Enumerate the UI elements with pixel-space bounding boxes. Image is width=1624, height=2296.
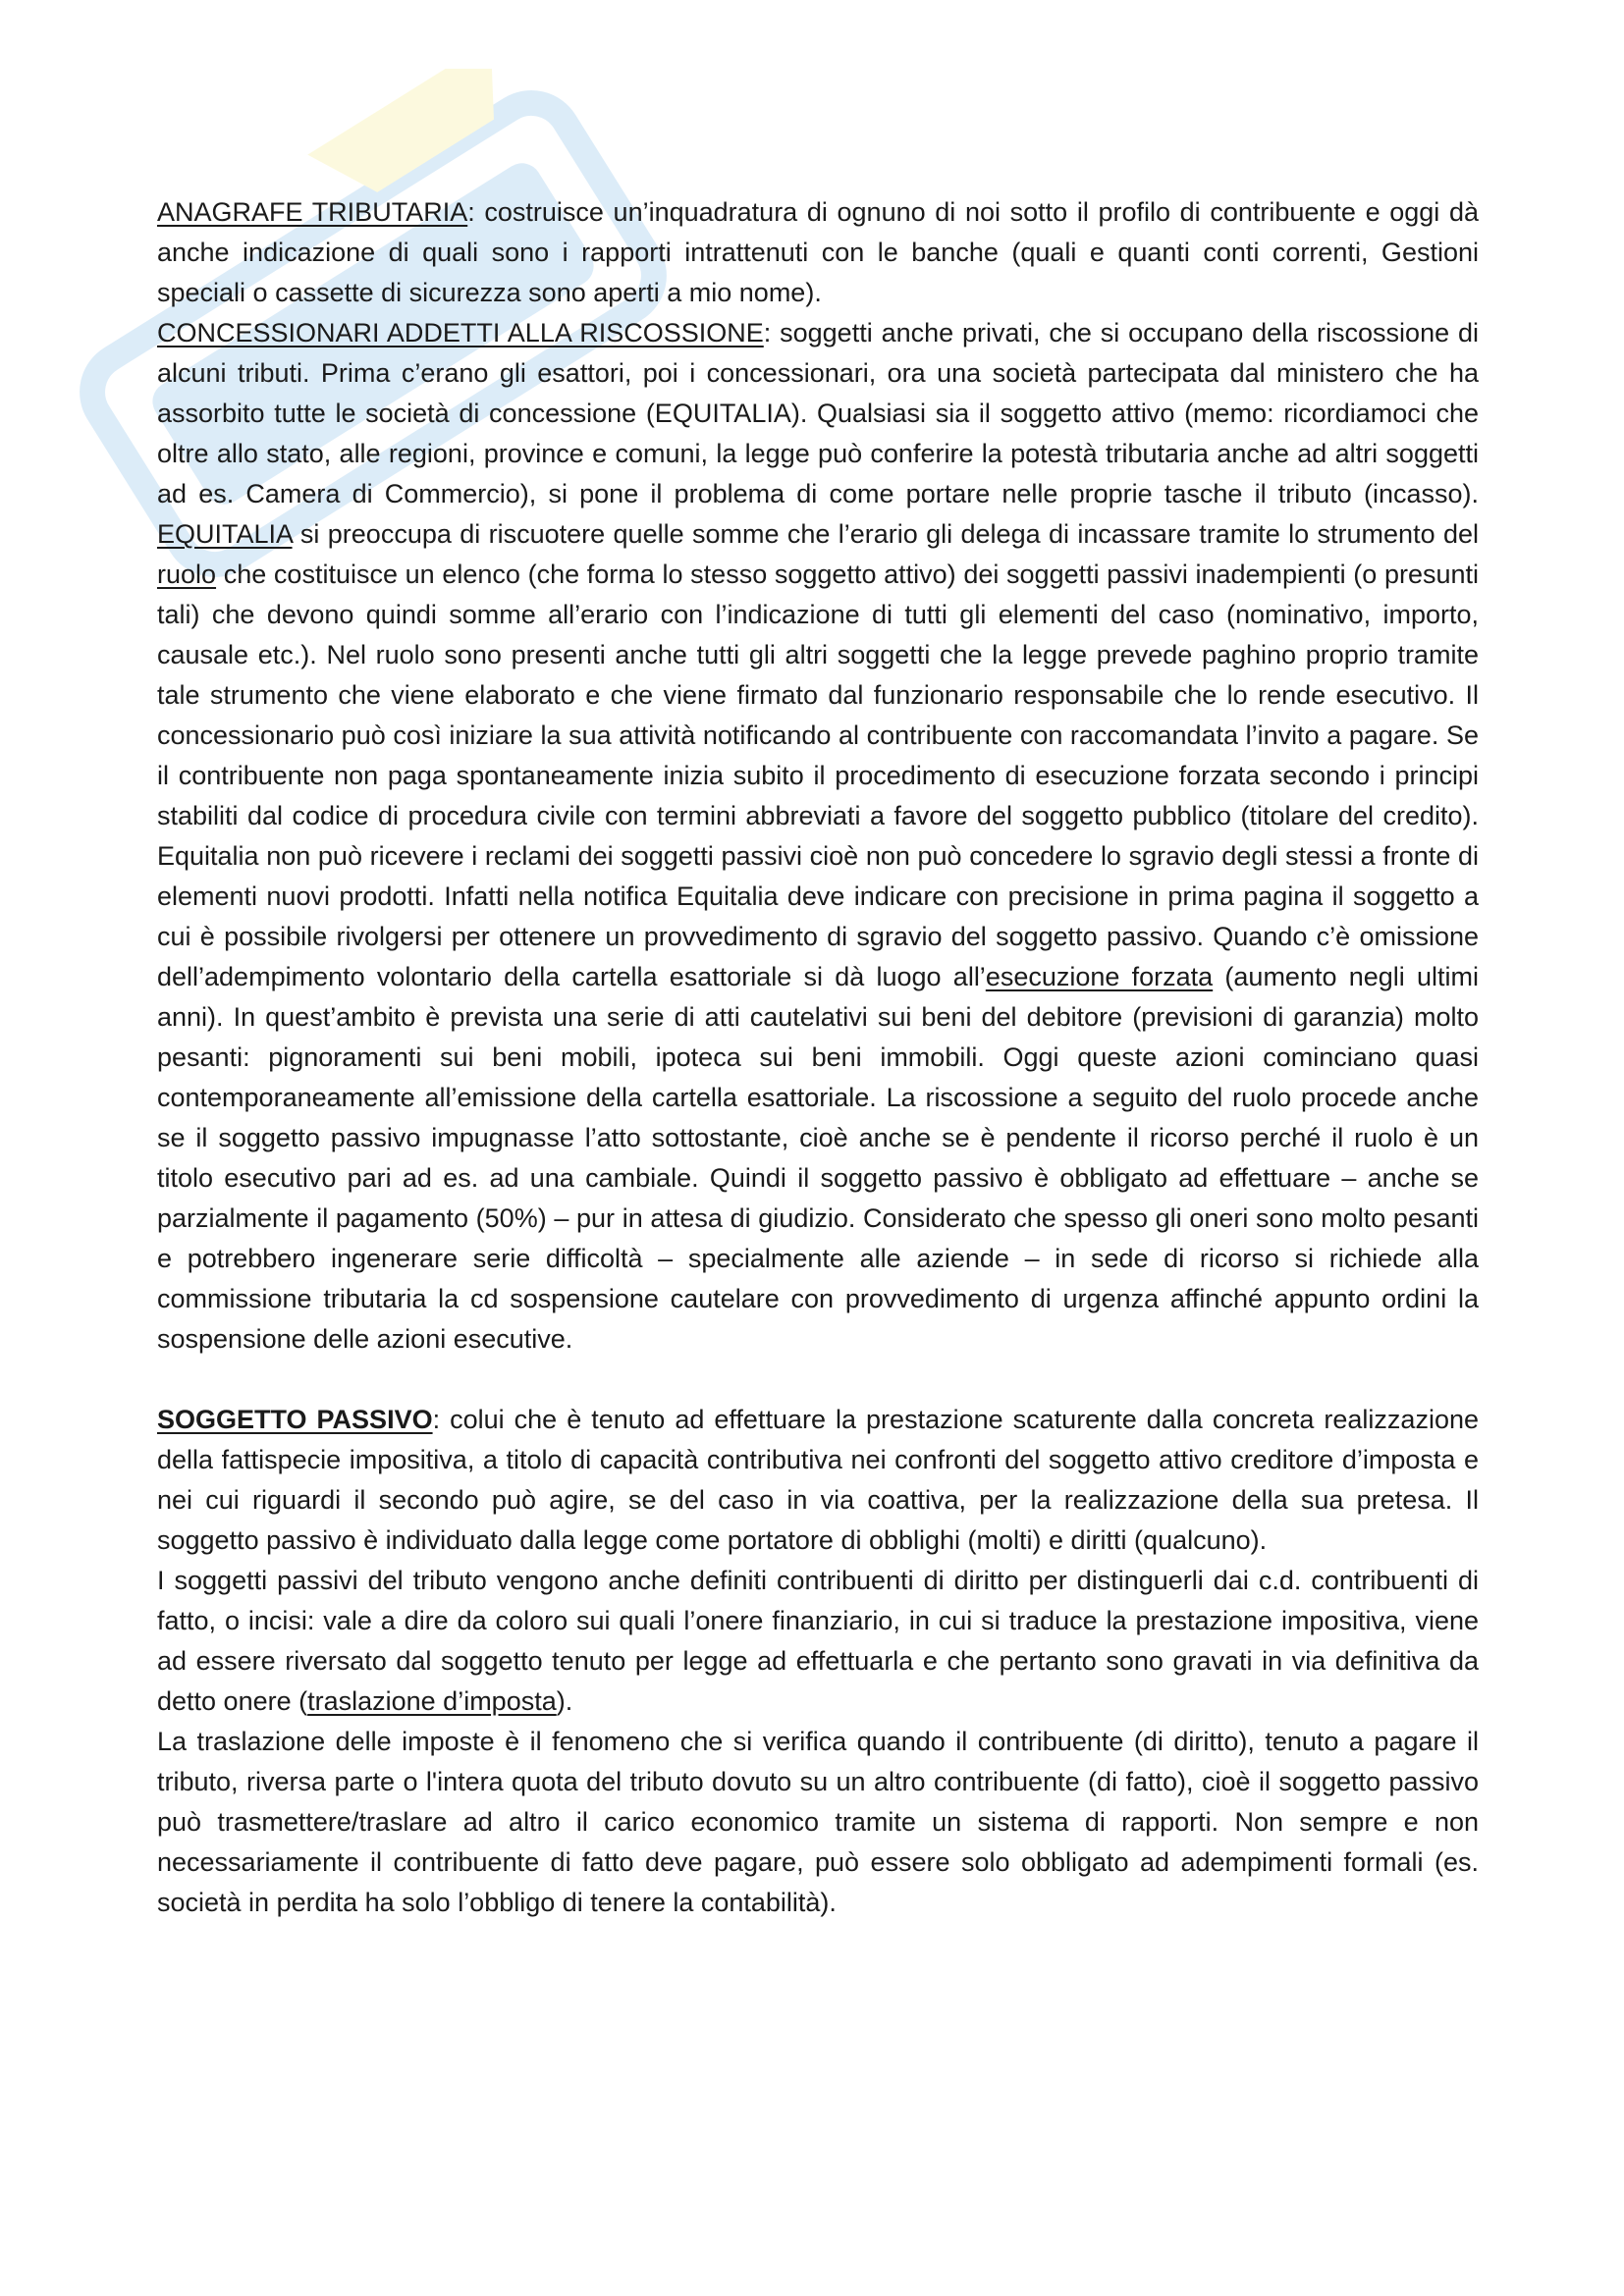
document-body: [157, 192, 1479, 1923]
term-equitalia: EQUITALIA: [157, 519, 293, 549]
term-esecuzione-forzata: esecuzione forzata: [985, 962, 1214, 991]
paragraph-concessionari: CONCESSIONARI ADDETTI ALLA RISCOSSIONE: soggetti anche privati, che si occupano della riscossione di alcuni tributi. Prima c’erano gli esattori, poi i concessionari, ora una società partecipata dal ministero che ha assorbito tutte le società di concessione (EQUITALIA). Qualsiasi sia il soggetto attivo (memo: ricordiamoci che oltre allo stato, alle regioni, province e comuni, la legge può conferire la potestà tributaria anche ad altri soggetti ad es. Camera di Commercio), si pone il problema di come portare nelle proprie tasche il tributo (incasso). EQUITALIA si preoccupa di riscuotere quelle somme che l’erario gli delega di incassare tramite lo strumento del ruolo che costituisce un elenco (che forma lo stesso soggetto attivo) dei soggetti passivi inadempienti (o presunti tali) che devono quindi somme all’erario con l’indicazione di tutti gli elementi del caso (nominativo, importo, causale etc.). Nel ruolo sono presenti anche tutti gli altri soggetti che la legge prevede paghino proprio tramite tale strumento che viene elaborato e che viene firmato dal funzionario responsabile che lo rende esecutivo. Il concessionario può così iniziare la sua attività notificando al contribuente con raccomandata l’invito a pagare. Se il contribuente non paga spontaneamente inizia subito il procedimento di esecuzione forzata secondo i principi stabiliti dal codice di procedura civile con termini abbreviati a favore del soggetto pubblico (titolare del credito). Equitalia non può ricevere i reclami dei soggetti passivi cioè non può concedere lo sgravio degli stessi a fronte di elementi nuovi prodotti. Infatti nella notifica Equitalia deve indicare con precisione in prima pagina il soggetto a cui è possibile rivolgersi per ottenere un provvedimento di sgravio del soggetto passivo. Quando c’è omissione dell’adempimento volontario della cartella esattoriale si dà luogo all’esecuzione forzata (aumento negli ultimi anni). In quest’ambito è prevista una serie di atti cautelativi sui beni del debitore (previsioni di garanzia) molto pesanti: pignoramenti sui beni mobili, ipoteca sui beni immobili. Oggi queste azioni cominciano quasi contemporaneamente all’emissione della cartella esattoriale. La riscossione a seguito del ruolo procede anche se il soggetto passivo impugnasse l’atto sottostante, cioè anche se è pendente il ricorso perché il ruolo è un titolo esecutivo pari ad es. ad una cambiale. Quindi il soggetto passivo è obbligato ad effettuare – anche se parzialmente il pagamento (50%) – pur in attesa di giudizio. Considerato che spesso gli oneri sono molto pesanti e potrebbero ingenerare serie difficoltà – specialmente alle aziende – in sede di ricorso si richiede alla commissione tributaria la cd sospensione cautelare con provvedimento di urgenza affinché appunto ordini la sospensione delle azioni esecutive.: [157, 318, 1479, 1354]
term-ruolo: ruolo: [157, 560, 217, 589]
term-soggetto-passivo: SOGGETTO PASSIVO: [157, 1405, 433, 1434]
paragraph-traslazione: La traslazione delle imposte è il fenomeno che si verifica quando il contribuente (di diritto), tenuto a pagare il tributo, riversa parte o l'intera quota del tributo dovuto su un altro contribuente (di fatto), cioè il soggetto passivo può trasmettere/traslare ad altro il carico economico tramite un sistema di rapporti. Non sempre e non necessariamente il contribuente di fatto deve pagare, può essere solo obbligato ad adempimenti formali (es. società in perdita ha solo l’obbligo di tenere la contabilità).: [157, 1727, 1479, 1917]
paragraph-anagrafe: ANAGRAFE TRIBUTARIA: costruisce un’inquadratura di ognuno di noi sotto il profilo di contribuente e oggi dà anche indicazione di quali sono i rapporti intrattenuti con le banche (quali e quanti conti correnti, Gestioni speciali o cassette di sicurezza sono aperti a mio nome).: [157, 197, 1479, 307]
paragraph-soggetto-passivo: SOGGETTO PASSIVO: colui che è tenuto ad effettuare la prestazione scaturente dalla concreta realizzazione della fattispecie impositiva, a titolo di capacità contributiva nei confronti del soggetto attivo creditore d’imposta e nei cui riguardi il secondo può agire, se del caso in via coattiva, per la realizzazione della sua pretesa. Il soggetto passivo è individuato dalla legge come portatore di obblighi (molti) e diritti (qualcuno).: [157, 1405, 1479, 1555]
watermark-accent: [307, 69, 527, 213]
paragraph-contribuenti: I soggetti passivi del tributo vengono anche definiti contribuenti di diritto per distinguerli dai c.d. contribuenti di fatto, o incisi: vale a dire da coloro sui quali l’onere finanziario, in cui si traduce la prestazione impositiva, viene ad essere riversato dal soggetto tenuto per legge ad effettuarla e che pertanto sono gravati in via definitiva da detto onere (traslazione d’imposta).: [157, 1566, 1479, 1716]
term-anagrafe-tributaria: ANAGRAFE TRIBUTARIA: [157, 197, 468, 227]
term-concessionari: CONCESSIONARI ADDETTI ALLA RISCOSSIONE: [157, 318, 764, 347]
term-traslazione: traslazione d’imposta: [307, 1686, 557, 1716]
